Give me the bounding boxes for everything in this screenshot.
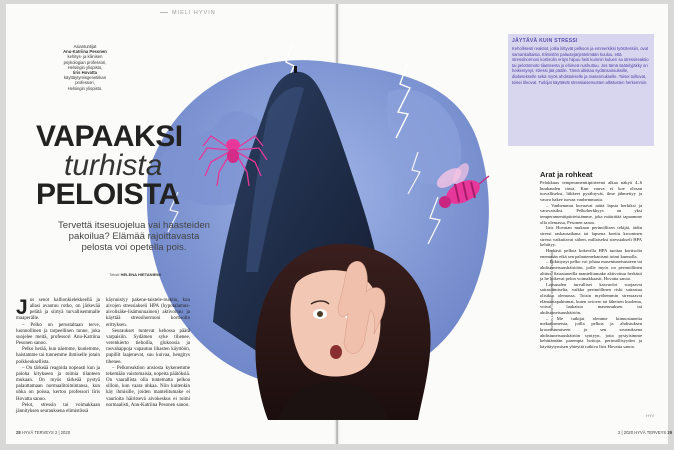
issue-number: 2 | 2020 xyxy=(618,430,634,435)
headline-line-1: VAPAAKSI xyxy=(36,120,183,153)
paragraph: Seuraukset tuntevat kehossa päätä varpaisiin. Sydämen syke tihenee, verenkierto tiehoilla, glukoosia ja rasvahappoja vapautuu lihasten käyttöön, pupillit laajenevat, suu kuivaa, hengitys tihenee. xyxy=(106,328,190,365)
paragraph: – Pelko on perustaltaan terve, luonnollinen ja tarpeellinen tunne, joka suojelee meitä, professori Anu-Katriina Pesonen sanoo. xyxy=(16,322,100,347)
expert-caption xyxy=(50,44,120,91)
paragraph: os senot kallionkielekkeellä ja allasi avautuu rotko, on järkevää pelätä ja siirtyä turvallisemmalle maaperälle. xyxy=(16,298,100,322)
caption-line: Asiantuntijat xyxy=(73,44,97,49)
paragraph: – Vanhemmat kuvaavat näitä lapsia herkiksi ja varovaisiksi. Pelkoherkkyys on yksi temperamenttipiirteistämme, joka määrittää tapaamme olla olemassa, Pesonen sanoo. xyxy=(540,202,642,225)
paragraph: Iiris Hovatan mukaan perimöllisen tekijät, äidin stressi raskausaikana tai lapsena koettu krooninen stressi vaikuttavat siihen, millaiseksi stressiakseli HPA kehittyy. xyxy=(540,225,642,248)
subheading: Arat ja rohkeat xyxy=(540,170,593,179)
byline-author: HELENA HIETANIEMI xyxy=(120,272,161,277)
caption-line: Helsingin yliopisto. xyxy=(67,85,103,91)
end-mark: HYV xyxy=(646,413,655,418)
byline-label: Teksti xyxy=(109,272,120,277)
mouth xyxy=(330,345,342,359)
body-column-2 xyxy=(106,298,190,409)
section-heading: MIELI HYVIN xyxy=(172,10,216,16)
paragraph: Herkästi pelkoa kokevilla HPA tuottaa kortisolia enemmän eikä sen palautemekanismi toimi kunnolla. xyxy=(540,247,642,259)
image-credit: Kuvitus Laura Toivola; originaalikuvat Shutterstock xyxy=(550,249,554,330)
body-column-1 xyxy=(16,298,100,415)
page-number: 28 xyxy=(16,430,21,435)
paragraph: käynnistyy pakene-taistele-reaktio, kun aivojen stressiakseli HPA (hypotalamus-aivolisäke-lisämunuainen) aktivoituu ja käyttää stressihormoni kortisolin erittyksen. xyxy=(106,298,190,328)
article-headline xyxy=(36,122,196,210)
caption-line: psykologian professori, xyxy=(63,59,107,65)
drop-cap: J xyxy=(16,296,28,319)
headline-line-3: PELOISTA xyxy=(36,178,180,211)
caption-line: Helsingin yliopisto, xyxy=(67,64,103,70)
magazine-name: HYVÄ TERVEYS xyxy=(634,430,667,435)
page-number: 29 xyxy=(667,430,673,435)
article-lead: Tervettä itsesuojelua vai haasteiden pakoilua? Elämää rajoittavasta pelosta voi opetella pois. xyxy=(58,220,210,253)
caption-line: professori, xyxy=(75,80,95,86)
paragraph: Pelokkuus temperamenttipiirteenä alkaa näkyä 4–6 kuukauden iässä. Kun vauva ei koe olosan turvalliseksi, liikkeet pysähtyvät, ilme jähmettyy ja vauva hakee turvaa vanhemmasta. xyxy=(540,180,642,202)
issue-number: 2 | 2020 xyxy=(54,430,71,435)
caption-line: Iiris Hovatta xyxy=(73,70,97,76)
paragraph: – Pelkoreaktion ansiosta kykenemme tekemään vaistomaisia, nopeita päätöksiä. On vaarallista olla tuntematta pelkoa silloin, kun vaara uhkaa. Niin kuitenkin käy ihmisille, joiden mantelitumake ei vaurioita häiritsevä aivokeskus ei toimi normaalisti, Anu-Katriina Pesonen sanoo. xyxy=(106,365,190,408)
section-rule xyxy=(160,12,168,13)
paragraph: – On tärkeää reagoida nopeasti kun ja paloha kitykseen ja toimia tilanteen mukaan. On myös tärkeää pystyä palauttamaan normaalitoimintansa, kun uhka on poissa, kertoo professori Iiris Hovatta sanoo. xyxy=(16,365,100,402)
paragraph: Lapsuuden turvalliset kasvuolot suojaavat sairastumiselta, vaikka perimöllinen riski sairastua olisikin olemassa. Toisin myöhemmin stressaavat elämäntapahtumat, kuten avioero tai läheisen kuolema, voivat laukaista masennuksen tai ahdistuneisuushäiriön. xyxy=(540,281,642,316)
paragraph: – Pitkittynyt pelko voi johtaa masentuneisuuteen tai ahdistuneisuushäiriöön, joille myös on perimöllinen alttius. Saiastuneilla mantelitumake aktivoituu herkästi ja he kokevat pelon voimakkaasti, Hovatta sanoo. xyxy=(540,259,642,282)
footer-left xyxy=(16,430,70,435)
paragraph: – Me tutkijat olemme kiinnostuneita mekanismeista, joilla pelkoa ja ahdistuksen kroonistumiseen ja sen seurauksena ahdistuneisuushäiriön syntyyn, jotta pystyisimme kehittämään parempia hoitoja, perimöllisyyden ja käyttäytymisen yhteyttä tutkiva Iiris Hovatta sanoo. xyxy=(540,315,642,350)
byline xyxy=(80,272,190,277)
sidebar-body: Kehollisesti reaktiot, jotka liittyvät pelkoon ja emmerkiksi työstressiin, ovat samankaltaisia. Elimistön palautejärjestelmään kuuluu, että stressihormoni kortisolin eritys hiipuu heiti kuinnin kuluen sa stressireaktio tai pelottomoto tilanteesta jo ehimeä nushuttuu. Jos tämä säätelyjäkky on heikentynyt, stressi jää päälle. Tämä altistaa sydänsairauksille, diabetekselle sekä myös ahdistukselle ja masennukselle. Toisei toiltuvat, toisei tileovat. Tutkijat käyttävät stressiaisemusten altistusten herkemmin. xyxy=(512,46,649,85)
magazine-name: HYVÄ TERVEYS xyxy=(21,430,54,435)
headline-line-2: turhista xyxy=(64,149,163,182)
paragraph: Pelot, stressin tai voimakkaan jännityksen seurauksena elimistössä xyxy=(16,402,100,414)
body-column-3 xyxy=(540,180,642,350)
footer-right xyxy=(618,430,672,435)
caption-line: Anu-Katriina Pesonen xyxy=(63,49,107,55)
climber xyxy=(294,66,297,73)
caption-line: käyttäytymisgenetiikan xyxy=(63,75,107,81)
sidebar-heading: JÄYTÄVÄ KUIN STRESSI xyxy=(512,38,578,44)
caption-line: kehitys- ja kliinisen xyxy=(67,54,103,60)
paragraph: Pelko herää, kun näemme, kuulemme, haistamme tai tunnemme ihmiselle jotain poikkeuksellista. xyxy=(16,347,100,365)
